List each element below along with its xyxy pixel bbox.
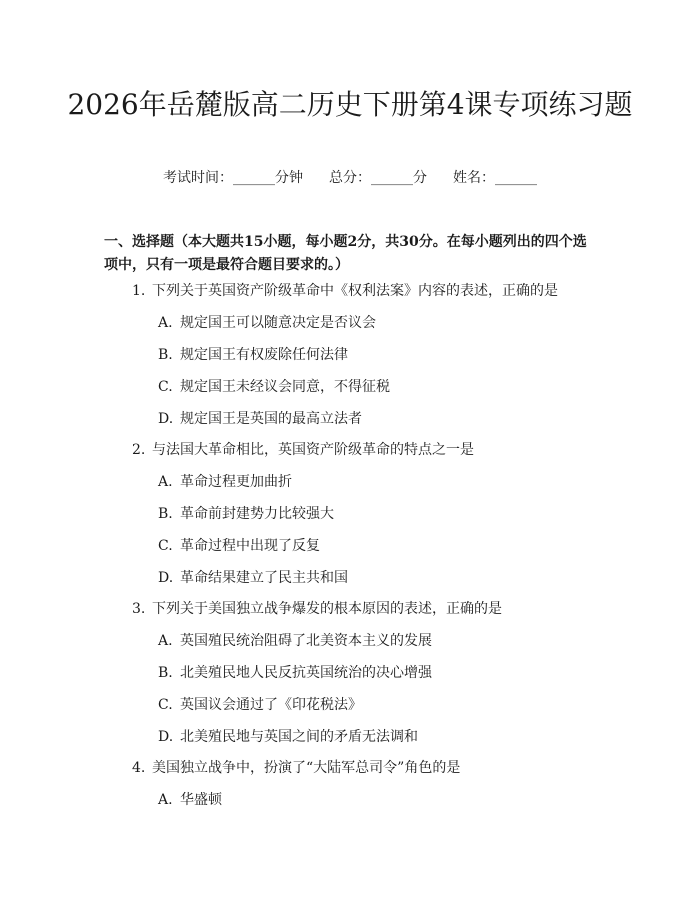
option-text: 华盛顿 bbox=[180, 792, 222, 808]
option-3d bbox=[158, 727, 418, 747]
question-text: 下列关于英国资产阶级革命中《权利法案》内容的表述，正确的是 bbox=[152, 283, 558, 299]
option-letter: A. bbox=[158, 633, 173, 649]
option-letter: D. bbox=[158, 729, 174, 745]
option-letter: C. bbox=[158, 379, 173, 395]
question-text: 美国独立战争中，扮演了“大陆军总司令”角色的是 bbox=[152, 760, 461, 776]
option-text: 英国殖民统治阻碍了北美资本主义的发展 bbox=[180, 633, 432, 649]
option-2a bbox=[158, 472, 292, 492]
total-score-field: 总分：______分 bbox=[329, 170, 427, 186]
option-text: 革命过程中出现了反复 bbox=[180, 538, 320, 554]
option-text: 规定国王未经议会同意，不得征税 bbox=[180, 379, 390, 395]
option-letter: D. bbox=[158, 570, 174, 586]
question-number: 3. bbox=[132, 601, 146, 617]
option-text: 规定国王有权废除任何法律 bbox=[180, 347, 348, 363]
option-3a bbox=[158, 631, 432, 651]
option-4a bbox=[158, 790, 222, 810]
option-text: 革命过程更加曲折 bbox=[180, 474, 292, 490]
option-letter: A. bbox=[158, 792, 173, 808]
option-1c bbox=[158, 377, 390, 397]
option-3c bbox=[158, 695, 362, 715]
exam-info-line bbox=[0, 168, 700, 188]
question-text: 下列关于美国独立战争爆发的根本原因的表述，正确的是 bbox=[152, 601, 502, 617]
option-letter: B. bbox=[158, 347, 173, 363]
question-number: 1. bbox=[132, 283, 146, 299]
option-letter: A. bbox=[158, 315, 173, 331]
option-2c bbox=[158, 536, 320, 556]
question-4 bbox=[132, 758, 612, 778]
student-name-field: 姓名：______ bbox=[453, 170, 537, 186]
option-2b bbox=[158, 504, 334, 524]
option-1a bbox=[158, 313, 376, 333]
option-letter: A. bbox=[158, 474, 173, 490]
option-letter: C. bbox=[158, 697, 173, 713]
option-text: 北美殖民地人民反抗英国统治的决心增强 bbox=[180, 665, 432, 681]
option-1b bbox=[158, 345, 348, 365]
option-letter: B. bbox=[158, 665, 173, 681]
option-3b bbox=[158, 663, 432, 683]
option-text: 革命结果建立了民主共和国 bbox=[180, 570, 348, 586]
option-letter: D. bbox=[158, 411, 174, 427]
question-3 bbox=[132, 599, 612, 619]
option-text: 规定国王可以随意决定是否议会 bbox=[180, 315, 376, 331]
option-1d bbox=[158, 409, 362, 429]
option-text: 英国议会通过了《印花税法》 bbox=[180, 697, 362, 713]
option-letter: C. bbox=[158, 538, 173, 554]
option-text: 规定国王是英国的最高立法者 bbox=[180, 411, 362, 427]
option-2d bbox=[158, 568, 348, 588]
option-text: 北美殖民地与英国之间的矛盾无法调和 bbox=[180, 729, 418, 745]
question-text: 与法国大革命相比，英国资产阶级革命的特点之一是 bbox=[152, 442, 474, 458]
question-number: 2. bbox=[132, 442, 146, 458]
option-letter: B. bbox=[158, 506, 173, 522]
question-2 bbox=[132, 440, 612, 460]
question-1 bbox=[132, 281, 612, 301]
section-heading: 一、选择题（本大题共15小题，每小题2分，共30分。在每小题列出的四个选项中，只有一项是最符合题目要求的。） bbox=[104, 234, 587, 273]
option-text: 革命前封建势力比较强大 bbox=[180, 506, 334, 522]
exam-time-field: 考试时间：______分钟 bbox=[163, 170, 303, 186]
page-title: 2026年岳麓版高二历史下册第4课专项练习题 bbox=[67, 88, 633, 121]
question-number: 4. bbox=[132, 760, 146, 776]
